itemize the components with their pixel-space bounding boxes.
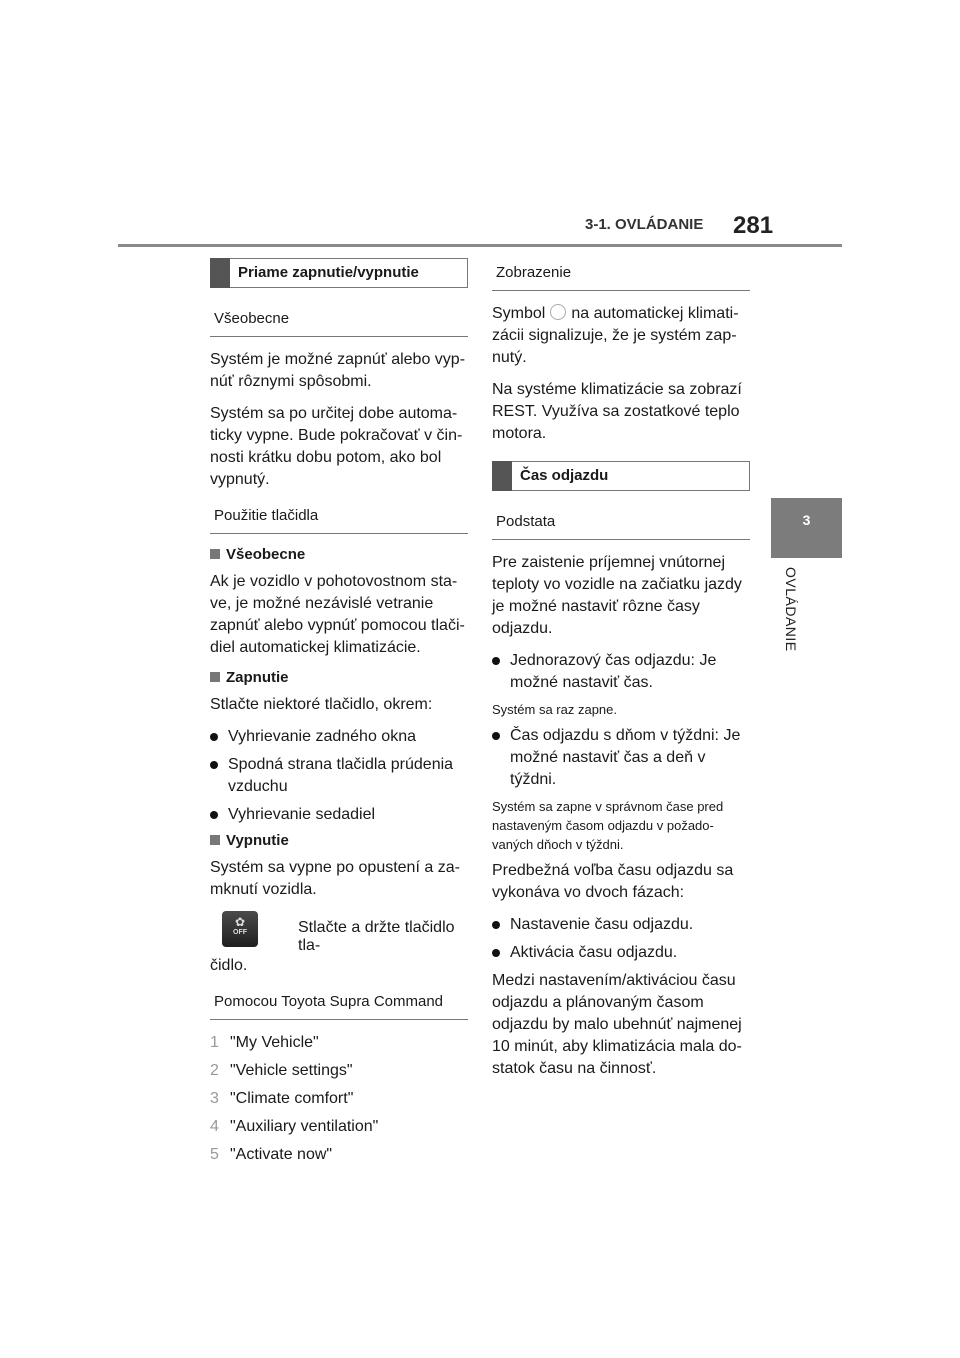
list-item: Aktivácia času odjazdu. [492,942,750,964]
bullet-icon [492,657,500,665]
list-item: Čas odjazdu s dňom v týždni: Je možné nastaviť čas a deň v týždni. [492,725,750,791]
page-number: 281 [733,212,774,239]
step-item: 4 "Auxiliary ventilation" [210,1118,379,1135]
section-box-departure [492,461,750,491]
square-icon [210,835,220,845]
note: Systém sa zapne v správnom čase pred nastaveným časom odjazdu v požado-vaných dňoch v týždni. [492,799,724,852]
box-title: Priame zapnutie/vypnutie [238,264,419,281]
step-item: 3 "Climate comfort" [210,1090,354,1107]
section-title: 3-1. OVLÁDANIE [585,216,704,233]
paragraph: Stlačte niektoré tlačidlo, okrem: [210,696,433,713]
list-item: Spodná strana tlačidla prúdenia vzduchu [210,754,468,798]
paragraph: Medzi nastavením/aktiváciou času odjazdu a plánovaným časom odjazdu by malo ubehnúť najmenej 10 minút, aby klimatizácia mala do-statok času na činnosť. [492,972,742,1077]
step-item: 5 "Activate now" [210,1146,333,1163]
paragraph: Predbežná voľba času odjazdu sa vykonáva vo dvoch fázach: [492,862,734,901]
left-column [210,258,468,1172]
note: Systém sa raz zapne. [492,702,617,717]
bullet-icon [210,761,218,769]
paragraph: Systém sa vypne po opustení a za-mknutí vozidla. [210,859,460,898]
paragraph: Symbol na automatickej klimati-zácii signalizuje, že je systém zap-nutý. [492,305,739,366]
subheading-command: Pomocou Toyota Supra Command [210,987,468,1020]
list-item: Nastavenie času odjazdu. [492,914,750,936]
heading-off: Vypnutie [210,832,468,849]
instruction-text: Stlačte a držte tlačidlo tla- [298,919,455,954]
paragraph: čidlo. [210,957,248,974]
heading-on: Zapnutie [210,669,468,686]
step-item: 1 "My Vehicle" [210,1034,319,1051]
list-item: Vyhrievanie sedadiel [210,804,468,826]
right-column [492,258,750,1090]
bullet-icon [492,949,500,957]
paragraph: Systém sa po určitej dobe automa-ticky vypne. Bude pokračovať v čin-nosti krátku dobu potom, ako bol vypnutý. [210,405,463,488]
list-item: Jednorazový čas odjazdu: Je možné nastaviť čas. [492,650,750,694]
paragraph: Na systéme klimatizácie sa zobrazí REST. Využíva sa zostatkové teplo motora. [492,381,742,442]
bullet-icon [210,811,218,819]
list-item: Vyhrievanie zadného okna [210,726,468,748]
bullet-icon [492,732,500,740]
section-box-direct [210,258,468,288]
box-marker [492,461,512,491]
subheading-principle: Podstata [492,507,750,540]
fan-icon [550,304,566,320]
step-item: 2 "Vehicle settings" [210,1062,353,1079]
bullet-icon [210,733,218,741]
subheading-general: Všeobecne [210,304,468,337]
paragraph: Ak je vozidlo v pohotovostnom sta-ve, je možné nezávislé vetranie zapnúť alebo vypnúť pomocou tlači-diel automatickej klimatizácie. [210,573,465,656]
paragraph: Pre zaistenie príjemnej vnútornej teploty vo vozidle na začiatku jazdy je možné nastaviť rôzne časy odjazdu. [492,554,742,637]
bullet-icon [492,921,500,929]
box-marker [210,258,230,288]
box-title: Čas odjazdu [520,467,609,484]
button-instruction [210,911,468,955]
header-rule [118,244,842,247]
fan-off-button-icon: ✿ OFF [222,911,258,947]
paragraph: Systém je možné zapnúť alebo vyp-núť rôznymi spôsobmi. [210,351,466,390]
square-icon [210,549,220,559]
heading-general: Všeobecne [210,546,468,563]
square-icon [210,672,220,682]
subheading-button-use: Použitie tlačidla [210,501,468,534]
subheading-display: Zobrazenie [492,258,750,291]
chapter-tab: 3 [771,498,842,558]
chapter-label: OVLÁDANIE [783,567,799,652]
